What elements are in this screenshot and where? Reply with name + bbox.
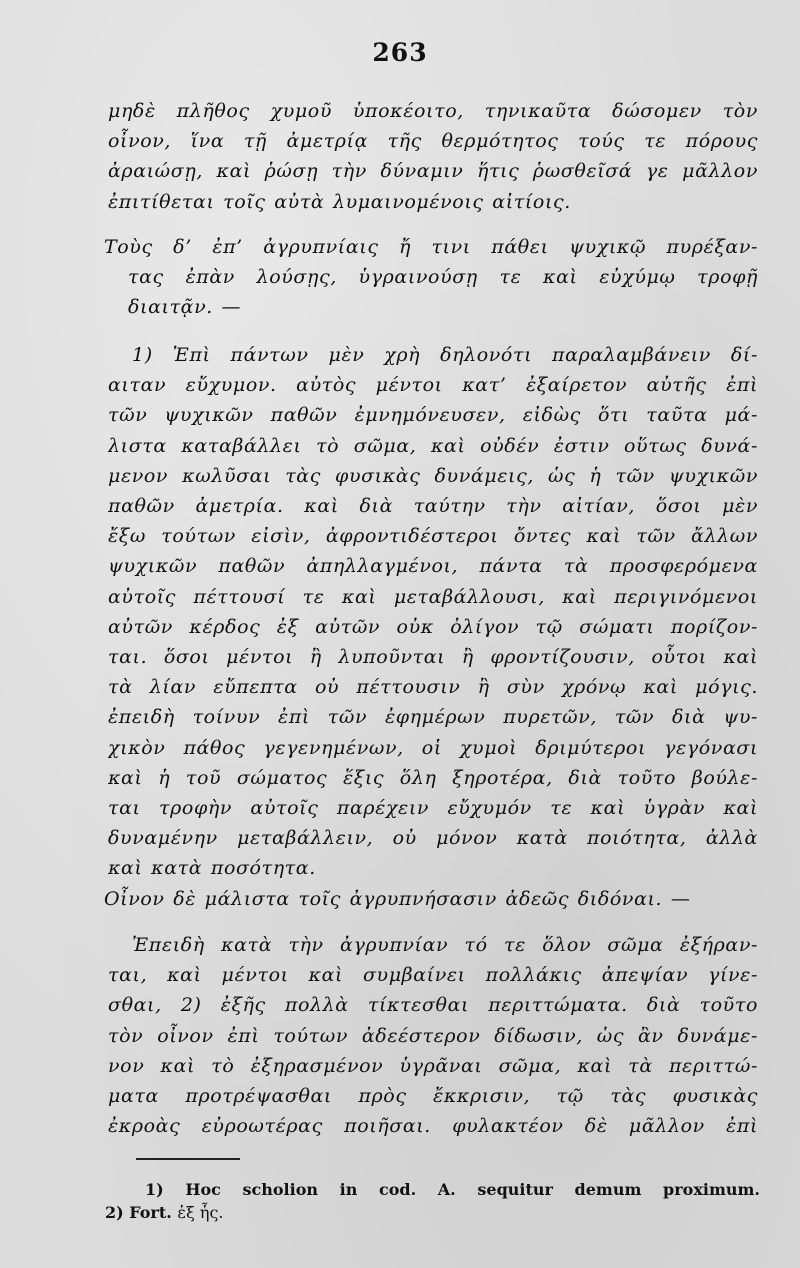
footnote-2 (105, 1201, 760, 1224)
text-line: μενον κωλῦσαι τὰς φυσικὰς δυνάμεις, ὡς ἡ τῶν ψυχικῶν (108, 464, 758, 487)
text-line: ται τροφὴν αὐτοῖς παρέχειν εὔχυμόν τε καὶ ὑγρὰν καὶ (108, 797, 758, 820)
text-line: αὐτῶν κέρδος ἐξ αὐτῶν οὐκ ὀλίγον τῷ σώματι πορίζον- (108, 615, 758, 638)
text-line: δυναμένην μεταβάλλειν, οὐ μόνον κατὰ ποιότητα, ἀλλὰ (108, 827, 758, 850)
text-line: καὶ ἡ τοῦ σώματος ἕξις ὅλη ξηροτέρα, διὰ τοῦτο βούλε- (108, 766, 758, 789)
footnote-2-greek: ἐξ ἧς. (177, 1203, 224, 1222)
text-line: ἐπειδὴ τοίνυν ἐπὶ τῶν ἐφημέρων πυρετῶν, τῶν διὰ ψυ- (108, 706, 758, 729)
text-line: ματα προτρέψασθαι πρὸς ἔκκρισιν, τῷ τὰς φυσικὰς (108, 1085, 758, 1108)
lemma-2 (104, 884, 758, 914)
text-line: οἶνον, ἵνα τῇ ἀμετρίᾳ τῆς θερμότητος τούς τε πόρους (108, 130, 758, 153)
text-line: ται, καὶ μέντοι καὶ συμβαίνει πολλάκις ἀπεψίαν γίνε- (108, 964, 758, 987)
lemma-line: Τοὺς δ’ ἐπ’ ἀγρυπνίαις ἤ τινι πάθει ψυχικῷ πυρέξαν- (104, 236, 758, 258)
text-line: παθῶν ἀμετρία. καὶ διὰ ταύτην τὴν αἰτίαν, ὅσοι μὲν (108, 495, 758, 518)
page-number: 263 (372, 38, 428, 67)
text-line: ἔξω τούτων εἰσὶν, ἀφροντιδέστεροι ὄντες καὶ τῶν ἄλλων (108, 525, 758, 548)
text-line: λιστα καταβάλλει τὸ σῶμα, καὶ οὐδέν ἐστιν οὕτως δυνά- (108, 434, 758, 457)
footnote-2-prefix: 2) Fort. (105, 1203, 178, 1222)
text-line: ἐπιτίθεται τοῖς αὐτὰ λυμαινομένοις αἰτίοις. (108, 190, 571, 213)
footnotes (105, 1178, 760, 1224)
lemma-1 (104, 232, 758, 323)
text-line: ἀραιώσῃ, καὶ ῥώσῃ τὴν δύναμιν ἥτις ῥωσθεῖσά γε μᾶλλον (108, 160, 758, 183)
lemma-line: διαιτᾷν. — (128, 296, 242, 319)
paragraph-1 (108, 96, 758, 217)
text-line: μηδὲ πλῆθος χυμοῦ ὑποκέοιτο, τηνικαῦτα δώσομεν τὸν (108, 100, 758, 122)
footnote-1: 1) Hoc scholion in cod. A. sequitur demum proximum. (145, 1180, 760, 1199)
text-line: τὰ λίαν εὔπεπτα οὐ πέττουσιν ἢ σὺν χρόνῳ καὶ μόγις. (108, 676, 758, 699)
text-line: νον καὶ τὸ ἐξηρασμένον ὑγρᾶναι σῶμα, καὶ τὰ περιττώ- (108, 1054, 758, 1077)
lemma-line: Οἶνον δὲ μάλιστα τοῖς ἀγρυπνήσασιν ἀδεῶς διδόναι. — (104, 888, 691, 910)
text-line: ἐκροὰς εὐροωτέρας ποιῆσαι. φυλακτέον δὲ μᾶλλον ἐπὶ (108, 1115, 758, 1138)
paragraph-3 (108, 930, 758, 1141)
lemma-line: τας ἐπὰν λούσῃς, ὑγραινούσῃ τε καὶ εὐχύμῳ τροφῇ (128, 266, 758, 289)
paragraph-2 (108, 340, 758, 884)
text-line: χικὸν πάθος γεγενημένων, οἱ χυμοὶ δριμύτεροι γεγόνασι (108, 736, 758, 759)
text-line: τὸν οἶνον ἐπὶ τούτων ἀδεέστερον δίδωσιν, ὡς ἂν δυνάμε- (108, 1024, 758, 1047)
text-line: ψυχικῶν παθῶν ἀπηλλαγμένοι, πάντα τὰ προσφερόμενα (108, 555, 758, 578)
text-line: σθαι, 2) ἐξῆς πολλὰ τίκτεσθαι περιττώματα. διὰ τοῦτο (108, 994, 758, 1017)
footnote-separator-rule (136, 1158, 240, 1160)
text-line: καὶ κατὰ ποσότητα. (108, 857, 316, 880)
text-line: τῶν ψυχικῶν παθῶν ἐμνημόνευσεν, εἰδὼς ὅτι ταῦτα μά- (108, 404, 758, 427)
text-line: 1) Ἐπὶ πάντων μὲν χρὴ δηλονότι παραλαμβάνειν δί- (132, 344, 758, 366)
text-line: αὐτοῖς πέττουσί τε καὶ μεταβάλλουσι, καὶ περιγινόμενοι (108, 585, 758, 608)
text-line: αιταν εὔχυμον. αὐτὸς μέντοι κατ’ ἐξαίρετον αὐτῆς ἐπὶ (108, 374, 758, 397)
text-line: Ἐπειδὴ κατὰ τὴν ἀγρυπνίαν τό τε ὅλον σῶμα ἐξήραν- (132, 934, 758, 956)
text-line: ται. ὅσοι μέντοι ἢ λυποῦνται ἢ φροντίζουσιν, οὗτοι καὶ (108, 646, 758, 669)
